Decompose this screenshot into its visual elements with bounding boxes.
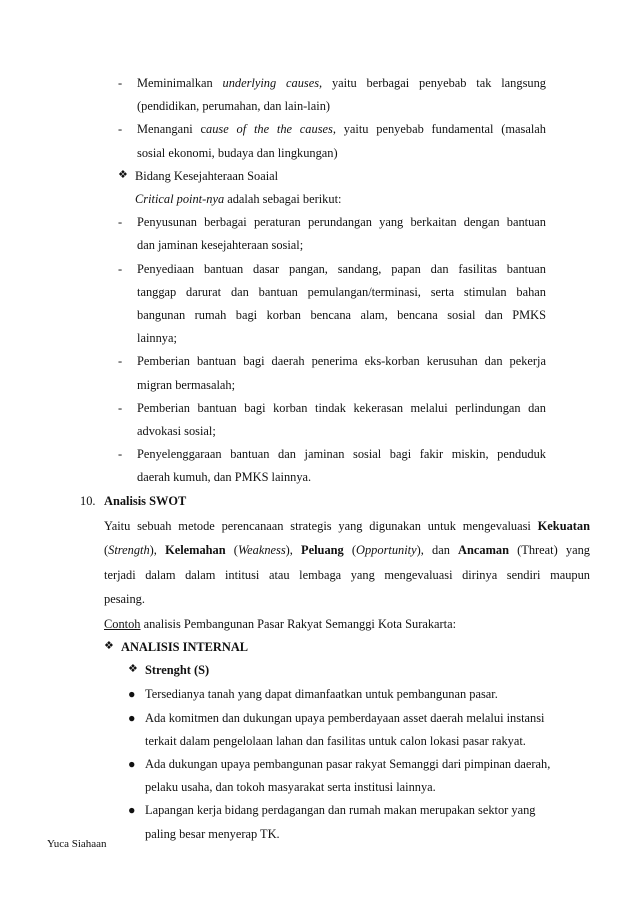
- list-item-line: daerah kumuh, dan PMKS lainnya.: [137, 470, 312, 485]
- list-item-line: tanggap darurat dan bantuan pemulangan/terminasi, serta stimulan bahan: [137, 284, 546, 299]
- bullet-dot-icon: ●: [128, 803, 136, 818]
- section-heading: Analisis SWOT: [104, 493, 187, 508]
- list-item-line: (pendidikan, perumahan, dan lain-lain): [137, 99, 331, 114]
- diamond-bullet-icon: ❖: [118, 168, 128, 181]
- paragraph-line: Yaitu sebuah metode perencanaan strategis yang digunakan untuk mengevaluasi Kekuatan: [104, 518, 590, 533]
- bullet-dot-icon: ●: [128, 757, 136, 771]
- paragraph-line: (Strength), Kelemahan (Weakness), Peluang (Opportunity), dan Ancaman (Threat) yang: [104, 543, 590, 558]
- strength-item-line: Ada komitmen dan dukungan upaya pemberdayaan asset daerah melalui instansi: [145, 710, 545, 725]
- dash-marker: -: [118, 76, 123, 90]
- paragraph-line: pesaing.: [104, 592, 145, 607]
- paragraph-line: terjadi dalam dalam intitusi atau lembaga yang mengevaluasi dirinya sendiri maupun: [104, 567, 590, 582]
- list-item-line: bangunan rumah bagi korban bencana alam, bencana sosial dan PMKS: [137, 308, 546, 322]
- strength-item-line: terkait dalam pengelolaan lahan dan fasilitas untuk calon lokasi pasar rakyat.: [145, 733, 526, 748]
- sub-heading: Bidang Kesejahteraan Soaial: [135, 168, 279, 183]
- dash-marker: -: [118, 447, 123, 462]
- dash-marker: -: [118, 400, 123, 415]
- list-item-line: lainnya;: [137, 331, 177, 346]
- example-line: Contoh analisis Pembangunan Pasar Rakyat Semanggi Kota Surakarta:: [104, 616, 457, 631]
- diamond-bullet-icon: ❖: [104, 640, 114, 652]
- strength-heading: Strenght (S): [145, 663, 210, 678]
- section-number: 10.: [80, 493, 96, 508]
- dash-marker: -: [118, 122, 123, 137]
- strength-item-line: paling besar menyerap TK.: [145, 826, 280, 841]
- list-item-line: Menangani cause of the the causes, yaitu penyebab fundamental (masalah: [137, 122, 546, 137]
- list-item-line: Meminimalkan underlying causes, yaitu berbagai penyebab tak langsung: [137, 76, 546, 90]
- dash-marker: -: [118, 354, 123, 369]
- strength-item-line: Lapangan kerja bidang perdagangan dan rumah makan merupakan sektor yang: [145, 803, 536, 818]
- list-item-line: Pemberian bantuan bagi daerah penerima eks-korban kerusuhan dan pekerja: [137, 354, 546, 369]
- strength-item-line: pelaku usaha, dan tokoh masyarakat serta institusi lainnya.: [145, 780, 436, 795]
- list-item-line: Pemberian bantuan bagi korban tindak kekerasan melalui perlindungan dan: [137, 400, 546, 415]
- dash-marker: -: [118, 261, 123, 276]
- footer-author: Yuca Siahaan: [47, 838, 107, 850]
- list-item-line: migran bermasalah;: [137, 377, 236, 392]
- list-item-line: Penyediaan bantuan dasar pangan, sandang, papan dan fasilitas bantuan: [137, 261, 546, 276]
- strength-item-line: Tersedianya tanah yang dapat dimanfaatkan untuk pembangunan pasar.: [145, 687, 498, 702]
- strength-item-line: Ada dukungan upaya pembangunan pasar rakyat Semanggi dari pimpinan daerah,: [145, 757, 551, 771]
- list-item-line: sosial ekonomi, budaya dan lingkungan): [137, 145, 338, 160]
- list-item-line: Penyelenggaraan bantuan dan jaminan sosial bagi fakir miskin, penduduk: [137, 447, 546, 462]
- bullet-dot-icon: ●: [128, 687, 136, 702]
- list-item-line: advokasi sosial;: [137, 424, 216, 438]
- sub-heading-intro: Critical point-nya adalah sebagai berikut:: [135, 192, 342, 206]
- internal-heading: ANALISIS INTERNAL: [121, 640, 249, 654]
- list-item-line: Penyusunan berbagai peraturan perundangan yang berkaitan dengan bantuan: [137, 215, 546, 230]
- dash-marker: -: [118, 215, 123, 230]
- bullet-dot-icon: ●: [128, 710, 136, 725]
- list-item-line: dan jaminan kesejahteraan sosial;: [137, 238, 304, 253]
- diamond-bullet-icon: ❖: [128, 663, 138, 676]
